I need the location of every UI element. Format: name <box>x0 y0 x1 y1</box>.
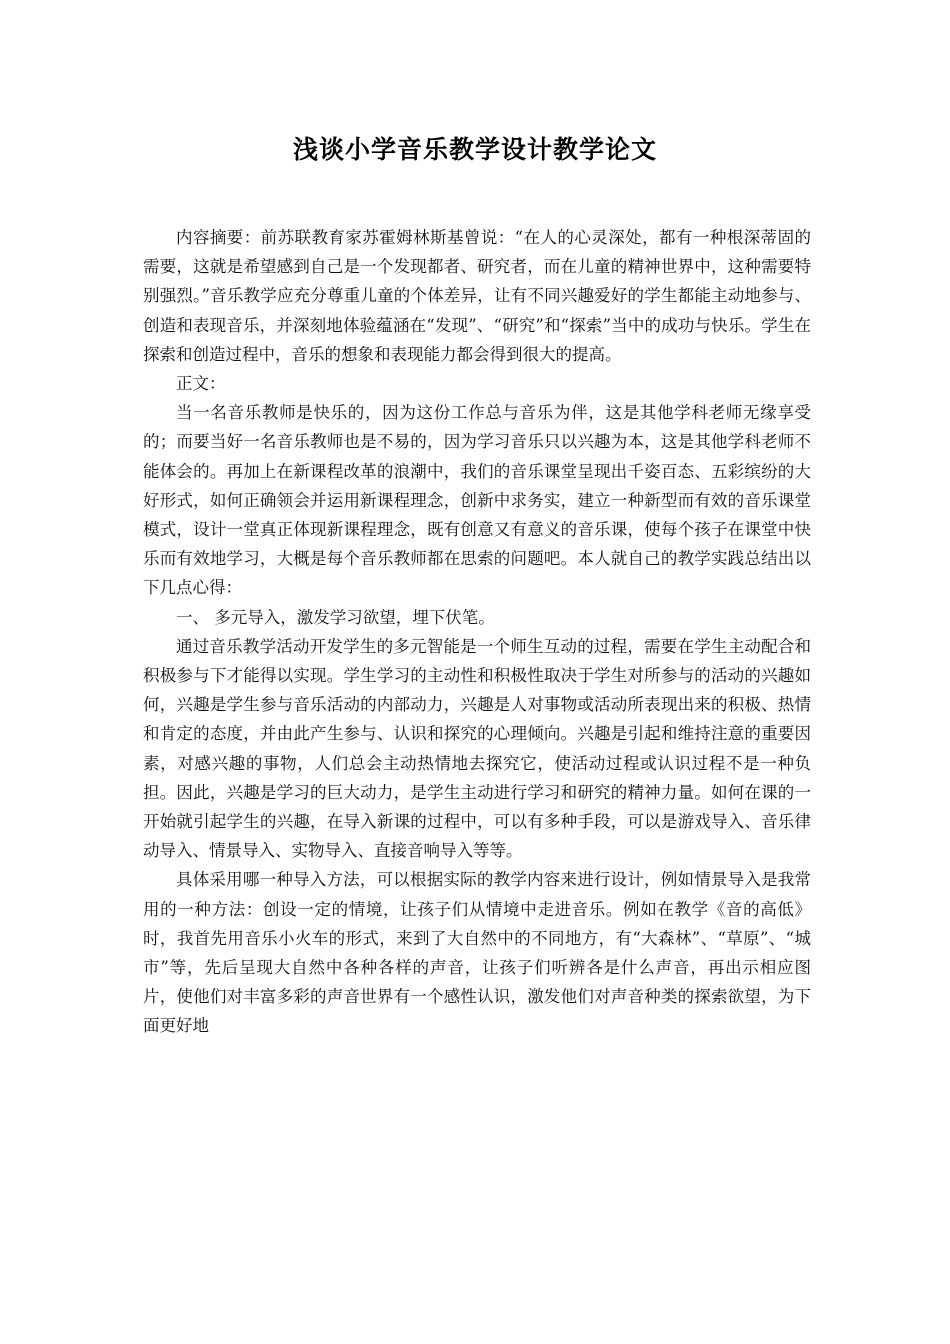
document-title: 浅谈小学音乐教学设计教学论文 <box>292 135 657 164</box>
section-heading-1: 一、 多元导入，激发学习欲望，埋下伏笔。 <box>176 607 495 627</box>
document-body <box>143 223 811 1041</box>
paragraph-abstract: 内容摘要：前苏联教育家苏霍姆林斯基曾说：“在人的心灵深处，都有一种根深蒂固的需要，这就是希望感到自己是一个发现都者、研究者，而在儿童的精神世界中，这种需要特别强烈。”音乐教学应充分尊重儿童的个体差异，让有不同兴趣爱好的学生都能主动地参与、创造和表现音乐，并深刻地体验蕴涵在“发现”、“研究”和“探索”当中的成功与快乐。学生在探索和创造过程中，音乐的想象和表现能力都会得到很大的提高。 <box>143 228 811 364</box>
paragraph-body-heading: 正文： <box>176 374 226 394</box>
paragraph-interest: 通过音乐教学活动开发学生的多元智能是一个师生互动的过程，需要在学生主动配合和积极参与下才能得以实现。学生学习的主动性和积极性取决于学生对所参与的活动的兴趣如何，兴趣是学生参与音乐活动的内部动力，兴趣是人对事物或活动所表现出来的积极、热情和肯定的态度，并由此产生参与、认识和探究的心理倾向。兴趣是引起和维持注意的重要因素，对感兴趣的事物，人们总会主动热情地去探究它，使活动过程或认识过程不是一种负担。因此，兴趣是学习的巨大动力，是学生主动进行学习和研究的精神力量。如何在课的一开始就引起学生的兴趣，在导入新课的过程中，可以有多种手段，可以是游戏导入、音乐律动导入、情景导入、实物导入、直接音响导入等等。 <box>143 636 811 861</box>
paragraph-intro: 当一名音乐教师是快乐的，因为这份工作总与音乐为伴，这是其他学科老师无缘享受的；而要当好一名音乐教师也是不易的，因为学习音乐只以兴趣为本，这是其他学科老师不能体会的。再加上在新课程改革的浪潮中，我们的音乐课堂呈现出千姿百态、五彩缤纷的大好形式，如何正确领会并运用新课程理念，创新中求务实，建立一种新型而有效的音乐课堂模式，设计一堂真正体现新课程理念，既有创意又有意义的音乐课，使每个孩子在课堂中快乐而有效地学习，大概是每个音乐教师都在思索的问题吧。本人就自己的教学实践总结出以下几点心得： <box>143 403 811 598</box>
paragraph-method: 具体采用哪一种导入方法，可以根据实际的教学内容来进行设计，例如情景导入是我常用的一种方法：创设一定的情境，让孩子们从情境中走进音乐。例如在教学《音的高低》时，我首先用音乐小火车的形式，来到了大自然中的不同地方，有“大森林”、“草原”、“城市”等，先后呈现大自然中各种各样的声音，让孩子们听辨各是什么声音，再出示相应图片，使他们对丰富多彩的声音世界有一个感性认识，激发他们对声音种类的探索欲望，为下面更好地 <box>143 870 811 1036</box>
